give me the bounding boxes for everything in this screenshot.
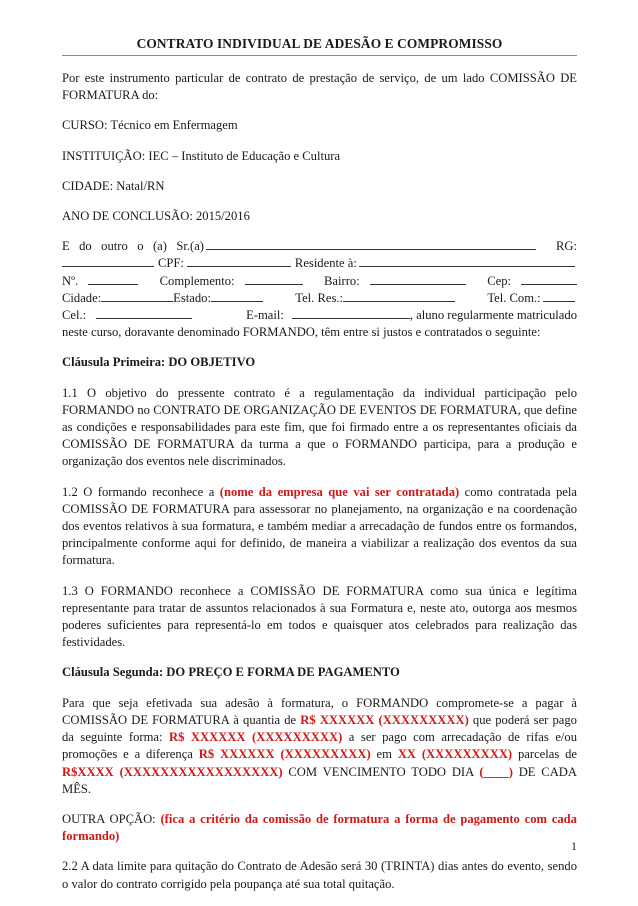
due-day-placeholder: (____)	[479, 764, 513, 779]
other-option-paragraph	[62, 811, 577, 845]
payment-text-3: a ser pago com arrecadação de rifas e/ou promoções e a diferença	[62, 730, 577, 762]
installments-placeholder: XX (XXXXXXXXX)	[397, 747, 513, 762]
instituicao-line: INSTITUIÇÃO: IEC – Instituto de Educação e Cultura	[62, 148, 341, 163]
email-blank[interactable]	[292, 307, 410, 319]
cel-label: Cel.:	[62, 308, 87, 323]
clause-1-heading: Cláusula Primeira: DO OBJETIVO	[62, 355, 256, 370]
field-row-cpf	[62, 255, 577, 272]
raffle-amount-placeholder: R$ XXXXXX (XXXXXXXXX)	[169, 730, 343, 745]
residente-label: Residente à:	[294, 256, 357, 271]
complemento-label: Complemento:	[159, 273, 235, 288]
installment-value-placeholder: R$XXXX (XXXXXXXXXXXXXXXXX)	[62, 764, 283, 779]
page-number: 1	[571, 839, 577, 853]
rg-label: RG:	[556, 239, 577, 254]
payment-text-4: em	[370, 747, 398, 762]
payment-text-6: COM VENCIMENTO TODO DIA	[282, 764, 480, 779]
rg-blank[interactable]	[62, 255, 154, 267]
payment-text-2: que poderá ser pago da seguinte forma:	[62, 712, 577, 745]
email-label: E-mail:	[246, 308, 284, 323]
tel-res-blank[interactable]	[343, 290, 455, 302]
formando-text: neste curso, doravante denominado FORMANDO, têm entre si justos e contratados o seguinte:	[62, 325, 541, 340]
ano-line: ANO DE CONCLUSÃO: 2015/2016	[62, 209, 250, 224]
company-placeholder: (nome da empresa que vai ser contratada)	[219, 484, 460, 499]
cidade-line: CIDADE: Natal/RN	[62, 178, 165, 193]
payment-text-1: Para que seja efetivada sua adesão à formatura, o FORMANDO compromete-se a pagar à COMISSÃO DE FORMATURA à quantia de	[62, 695, 577, 727]
total-amount-placeholder: R$ XXXXXX (XXXXXXXXX)	[300, 712, 469, 727]
bairro-label: Bairro:	[324, 273, 360, 288]
clause-1-3: 1.3 O FORMANDO reconhece a COMISSÃO DE FORMATURA como sua única e legítima representante para tratar de assuntos relacionados à sua Formatura e, neste ato, outorga aos mesmos poderes suficientes para representá-lo em todos e quaisquer atos celebrados para realização das festividades.	[62, 583, 577, 650]
address-blank[interactable]	[359, 255, 575, 267]
field-row-cidade	[62, 290, 577, 307]
intro-paragraph: Por este instrumento particular de contrato de prestação de serviço, de um lado COMISSÃO DE FORMATURA do:	[62, 71, 577, 103]
name-blank[interactable]	[206, 238, 536, 250]
bairro-blank[interactable]	[370, 273, 466, 285]
other-option-label: OUTRA OPÇÃO:	[62, 811, 161, 826]
party-fields	[62, 238, 577, 341]
cpf-blank[interactable]	[187, 255, 291, 267]
complemento-blank[interactable]	[245, 273, 303, 285]
cidade-field-label: Cidade:	[62, 290, 102, 305]
cep-blank[interactable]	[521, 273, 577, 285]
tel-com-blank[interactable]	[543, 290, 575, 302]
clause-2-payment	[62, 695, 577, 798]
document-title: CONTRATO INDIVIDUAL DE ADESÃO E COMPROMISSO	[62, 36, 577, 56]
field-row-numero	[62, 273, 577, 290]
estado-blank[interactable]	[211, 290, 263, 302]
cpf-label: CPF:	[158, 256, 184, 271]
tel-res-label: Tel. Res.:	[295, 290, 344, 305]
tel-com-label: Tel. Com.:	[487, 290, 541, 305]
estado-label: Estado:	[173, 290, 211, 305]
payment-text-5: parcelas de	[512, 747, 577, 762]
numero-label: Nº.	[62, 273, 79, 288]
cel-blank[interactable]	[96, 307, 192, 319]
contract-page	[62, 36, 577, 906]
numero-blank[interactable]	[88, 273, 138, 285]
clause-2-2: 2.2 A data limite para quitação do Contrato de Adesão será 30 (TRINTA) dias antes do evento, sendo o valor do contrato corrigido pela poupança até sua total quitação.	[62, 859, 577, 891]
clause-2-heading: Cláusula Segunda: DO PREÇO E FORMA DE PAGAMENTO	[62, 665, 400, 680]
clause-1-2-end: como contratada pela COMISSÃO DE FORMATURA para assessorar no planejamento, na organização e na coordenação dos eventos relativos à sua formatura, e também mediar a arrecadação de fundos entre os formandos, principalmente conforme aqui for definido, de maneira a viabilizar a realização dos eventos da sua formatura.	[62, 484, 577, 568]
field-row-formando	[62, 324, 577, 341]
clause-1-2	[62, 484, 577, 570]
field-row-cel	[62, 307, 577, 324]
cep-label: Cep:	[487, 273, 511, 288]
curso-line: CURSO: Técnico em Enfermagem	[62, 118, 238, 133]
clause-1-1: 1.1 O objetivo do pressente contrato é a regulamentação da individual participação pelo FORMANDO no CONTRATO DE ORGANIZAÇÃO DE EVENTOS DE FORMATURA, que define as condições e responsabilidades para este fim, que foi firmado entre a os representantes oficiais da COMISSÃO DE FORMATURA da turma a que o FORMANDO participa, para a produção e organização dos eventos nele discriminados.	[62, 385, 577, 469]
aluno-text: , aluno regularmente matriculado	[409, 308, 577, 323]
name-label: E do outro o (a) Sr.(a)	[62, 239, 204, 254]
other-option-note: (fica a critério da comissão de formatura a forma de pagamento com cada formando)	[62, 811, 577, 844]
clause-1-2-start: 1.2 O formando reconhece a	[62, 484, 220, 499]
field-row-name	[62, 238, 577, 255]
cidade-blank[interactable]	[101, 290, 173, 302]
difference-amount-placeholder: R$ XXXXXX (XXXXXXXXX)	[198, 747, 371, 762]
payment-text-7: DE CADA MÊS.	[62, 764, 577, 796]
